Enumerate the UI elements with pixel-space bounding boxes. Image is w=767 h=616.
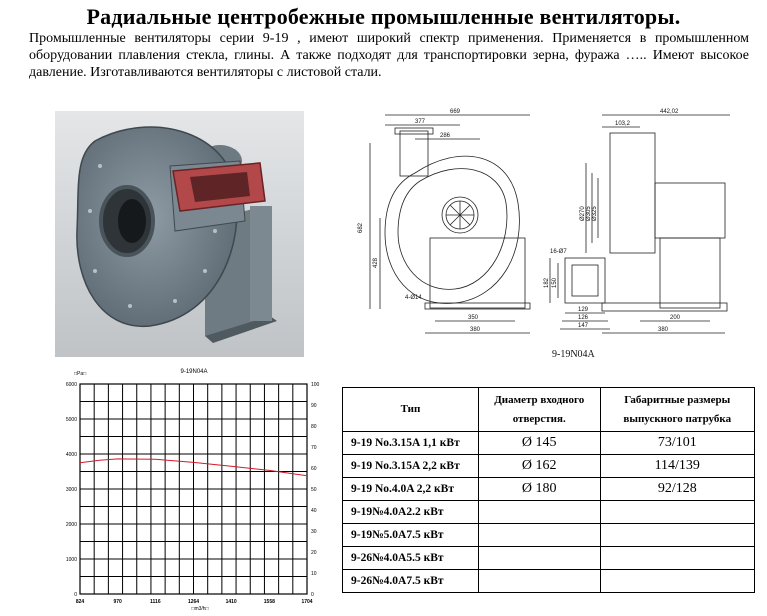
- x-tick-label: 1558: [263, 599, 275, 605]
- dim-129: 129: [578, 307, 589, 313]
- table-row: [343, 455, 755, 478]
- cell-inlet: Ø 162: [478, 455, 600, 478]
- cell-type: 9-19№4.0A2.2 кВт: [343, 501, 479, 524]
- cell-inlet: [478, 547, 600, 570]
- chart-axes: [66, 382, 320, 605]
- y-tick-label-right: 0: [311, 592, 314, 598]
- dim-150: 150: [552, 277, 558, 288]
- y-tick-label-right: 30: [311, 529, 317, 535]
- y-tick-label-right: 20: [311, 550, 317, 556]
- dim-442: 442,02: [660, 109, 679, 115]
- dim-d325: Ø325: [592, 206, 598, 221]
- y-tick-label-right: 10: [311, 571, 317, 577]
- y-tick-label-right: 50: [311, 487, 317, 493]
- dim-286: 286: [440, 133, 451, 139]
- table-row: [343, 524, 755, 547]
- dim-380: 380: [470, 327, 481, 333]
- y-tick-label-left: 6000: [65, 382, 77, 388]
- cell-outlet: 114/139: [600, 455, 754, 478]
- dim-377: 377: [415, 119, 426, 125]
- x-tick-label: 1704: [301, 599, 313, 605]
- performance-chart: [52, 362, 332, 614]
- dim-669: 669: [450, 109, 461, 115]
- y-tick-label-right: 100: [311, 382, 320, 388]
- chart-title: 9-19N04A: [180, 369, 208, 375]
- x-tick-label: 1410: [225, 599, 237, 605]
- header-inlet: Диаметр входного отверстия.: [478, 388, 600, 432]
- cell-inlet: Ø 145: [478, 432, 600, 455]
- x-tick-label: 1116: [150, 599, 161, 605]
- dim-428: 428: [373, 257, 379, 268]
- cell-inlet: [478, 570, 600, 593]
- y-tick-label-left: 1000: [65, 557, 77, 563]
- header-type: Тип: [343, 388, 479, 432]
- y-tick-label-right: 60: [311, 466, 317, 472]
- page-title: Радиальные центробежные промышленные вентиляторы.: [86, 4, 681, 29]
- cell-outlet: [600, 570, 754, 593]
- x-tick-label: 970: [113, 599, 122, 605]
- dim-147: 147: [578, 323, 589, 329]
- dim-380-side: 380: [658, 327, 669, 333]
- dim-182: 182: [544, 277, 550, 288]
- chart-grid: [80, 384, 307, 594]
- cell-inlet: [478, 524, 600, 547]
- fan-photo: [55, 111, 304, 357]
- y-tick-label-right: 40: [311, 508, 317, 514]
- cell-type: 9-19 No.4.0A 2,2 кВт: [343, 478, 479, 501]
- table-row: [343, 478, 755, 501]
- y-tick-label-left: 3000: [65, 487, 77, 493]
- x-axis-label: □m3/h□: [191, 606, 209, 612]
- cell-outlet: 73/101: [600, 432, 754, 455]
- y-tick-label-left: 0: [74, 592, 77, 598]
- y-tick-label-left: 5000: [65, 417, 77, 423]
- description: Промышленные вентиляторы серии 9-19 , имеют широкий спектр применения. Применяется в промышленном оборудовании плавления стекла, глины. А также подходят для транспортировки зерна, фуража ….. Имеют высокое давление. Изготавливаются вентиляторы с листовой стали.: [29, 31, 749, 80]
- cell-outlet: [600, 547, 754, 570]
- drawing-caption: 9-19N04A: [552, 349, 595, 360]
- dim-350: 350: [468, 315, 479, 321]
- dim-682: 682: [358, 222, 364, 233]
- cell-outlet: [600, 524, 754, 547]
- x-tick-label: 1264: [187, 599, 200, 605]
- y-tick-label-right: 80: [311, 424, 317, 430]
- dim-d270: Ø270: [580, 206, 586, 221]
- dim-base-holes: 4-Ø14: [405, 295, 422, 301]
- cell-type: 9-19 No.3.15A 1,1 кВт: [343, 432, 479, 455]
- y-tick-label-left: 2000: [65, 522, 77, 528]
- dim-holes: 16-Ø7: [550, 249, 567, 255]
- cell-outlet: 92/128: [600, 478, 754, 501]
- table-row: [343, 570, 755, 593]
- y-tick-label-right: 70: [311, 445, 317, 451]
- dim-126: 126: [578, 315, 589, 321]
- x-tick-label: 824: [75, 599, 85, 605]
- cell-type: 9-19№5.0A7.5 кВт: [343, 524, 479, 547]
- table-header-row: [343, 388, 755, 432]
- dim-200: 200: [670, 315, 681, 321]
- cell-type: 9-19 No.3.15A 2,2 кВт: [343, 455, 479, 478]
- spec-table: [342, 387, 755, 593]
- y-tick-label-right: 90: [311, 403, 317, 409]
- y-axis-label-left: □Pa□: [74, 371, 87, 377]
- dim-103: 103,2: [615, 121, 631, 127]
- cell-inlet: [478, 501, 600, 524]
- cell-inlet: Ø 180: [478, 478, 600, 501]
- cell-type: 9-26№4.0A5.5 кВт: [343, 547, 479, 570]
- cell-type: 9-26№4.0A7.5 кВт: [343, 570, 479, 593]
- dim-d305: Ø305: [586, 206, 592, 221]
- header-outlet: Габаритные размеры выпускного патрубка: [600, 388, 754, 432]
- technical-drawing: [340, 103, 760, 365]
- table-row: [343, 501, 755, 524]
- table-row: [343, 432, 755, 455]
- table-row: [343, 547, 755, 570]
- y-tick-label-left: 4000: [65, 452, 77, 458]
- cell-outlet: [600, 501, 754, 524]
